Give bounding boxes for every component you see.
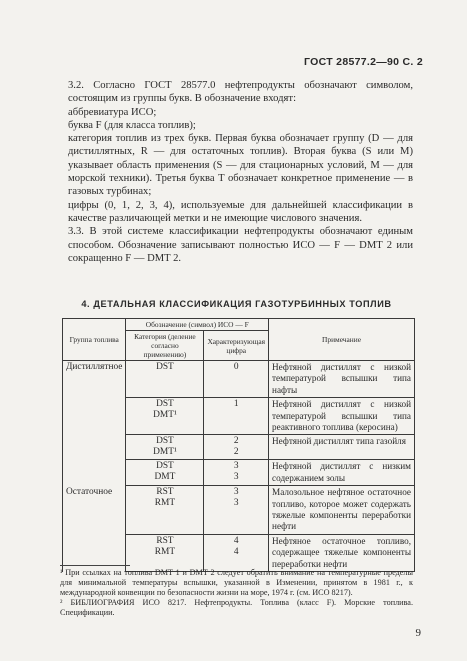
list-item-letter-f: буква F (для класса топлив); [68,119,196,131]
table-row [63,460,415,486]
table-row [63,398,415,435]
digit-cell: 4 4 [204,534,269,571]
digit-cell: 1 [204,398,269,435]
note-cell: Нефтяной дистиллят с низкой температурой вспышки типа нафты [269,361,415,398]
note-cell: Малозольное нефтяное остаточное топливо, которое может содержать тяжелые компоненты переработки нефти [269,486,415,535]
category-cell: DST DMT¹ [126,435,204,460]
category-cell: DST [126,361,204,398]
digit-cell: 0 [204,361,269,398]
page-number: 9 [415,627,421,639]
footnotes [60,565,413,618]
group-cell [63,460,126,486]
classification-table [62,318,415,572]
table-row [63,435,415,460]
category-cell: RST RMT [126,534,204,571]
intro-text [60,79,413,265]
paragraph-3-2: 3.2. Согласно ГОСТ 28577.0 нефтепродукты обозначают символом, состоящим из группы букв. В обозначение входят: [68,80,413,105]
list-item-digits: цифры (0, 1, 2, 3, 4), используемые для дальнейшей классификации в качестве различающей метки и не имеющие числового значения. [68,199,413,224]
group-cell: Дистиллятное [63,361,126,398]
category-cell: DST DMT¹ [126,398,204,435]
footnote-rule [60,565,130,566]
group-cell [63,398,126,435]
list-item-category: категория топлив из трех букв. Первая буква обозначает группу (D — для дистиллятных, R — для остаточных топлив). Вторая буква (S или M) указывает область применения (S — для стационарных условий, M — для морской техники). Третья буква T обозначает конкретное применение — в газовых турбинах; [68,133,413,198]
category-cell: RST RMT [126,486,204,535]
header-characteristic: Характеризующая цифра [204,331,269,361]
footnote-2: ² БИБЛИОГРАФИЯ ИСО 8217. Нефтепродукты. Топлива (класс F). Морские топлива. Спецификации. [60,598,413,617]
group-cell [63,435,126,460]
digit-cell: 3 3 [204,486,269,535]
list-item-abbreviation: аббревиатура ИСО; [68,106,157,118]
group-cell: Остаточное [63,486,126,535]
header-category: Категория (деление согласно применению) [126,331,204,361]
paragraph-3-3: 3.3. В этой системе классификации нефтепродукты обозначают единым способом. Обозначение записывают полностью ИСО — F — DMT 2 или сокращенно F — DMT 2. [68,226,413,264]
note-cell: Нефтяной дистиллят типа газойля [269,435,415,460]
running-header: ГОСТ 28577.2—90 С. 2 [304,56,423,68]
digit-cell: 2 2 [204,435,269,460]
category-cell: DST DMT [126,460,204,486]
table-row [63,486,415,535]
note-cell: Нефтяной дистиллят с низкой температурой вспышки типа реактивного топлива (керосина) [269,398,415,435]
table-row [63,361,415,398]
header-note: Примечание [269,319,415,361]
note-cell: Нефтяное остаточное топливо, содержащее тяжелые компоненты переработки нефти [269,534,415,571]
header-group: Группа топлива [63,319,126,361]
header-designation: Обозначение (символ) ИСО — F [126,319,269,331]
footnote-1: ¹ При ссылках на топлива DMT 1 и DMT 2 следует обратить внимание на температурные пределы для минимальной температуры вспышки, указанной в Изменении, принятом в 1981 г., к международной конвенции по безопасности жизни на море, 1974 г. (см. ИСО 8217). [60,568,413,597]
note-cell: Нефтяной дистиллят с низким содержанием золы [269,460,415,486]
section-title: 4. ДЕТАЛЬНАЯ КЛАССИФИКАЦИЯ ГАЗОТУРБИННЫХ ТОПЛИВ [81,299,392,309]
digit-cell: 3 3 [204,460,269,486]
